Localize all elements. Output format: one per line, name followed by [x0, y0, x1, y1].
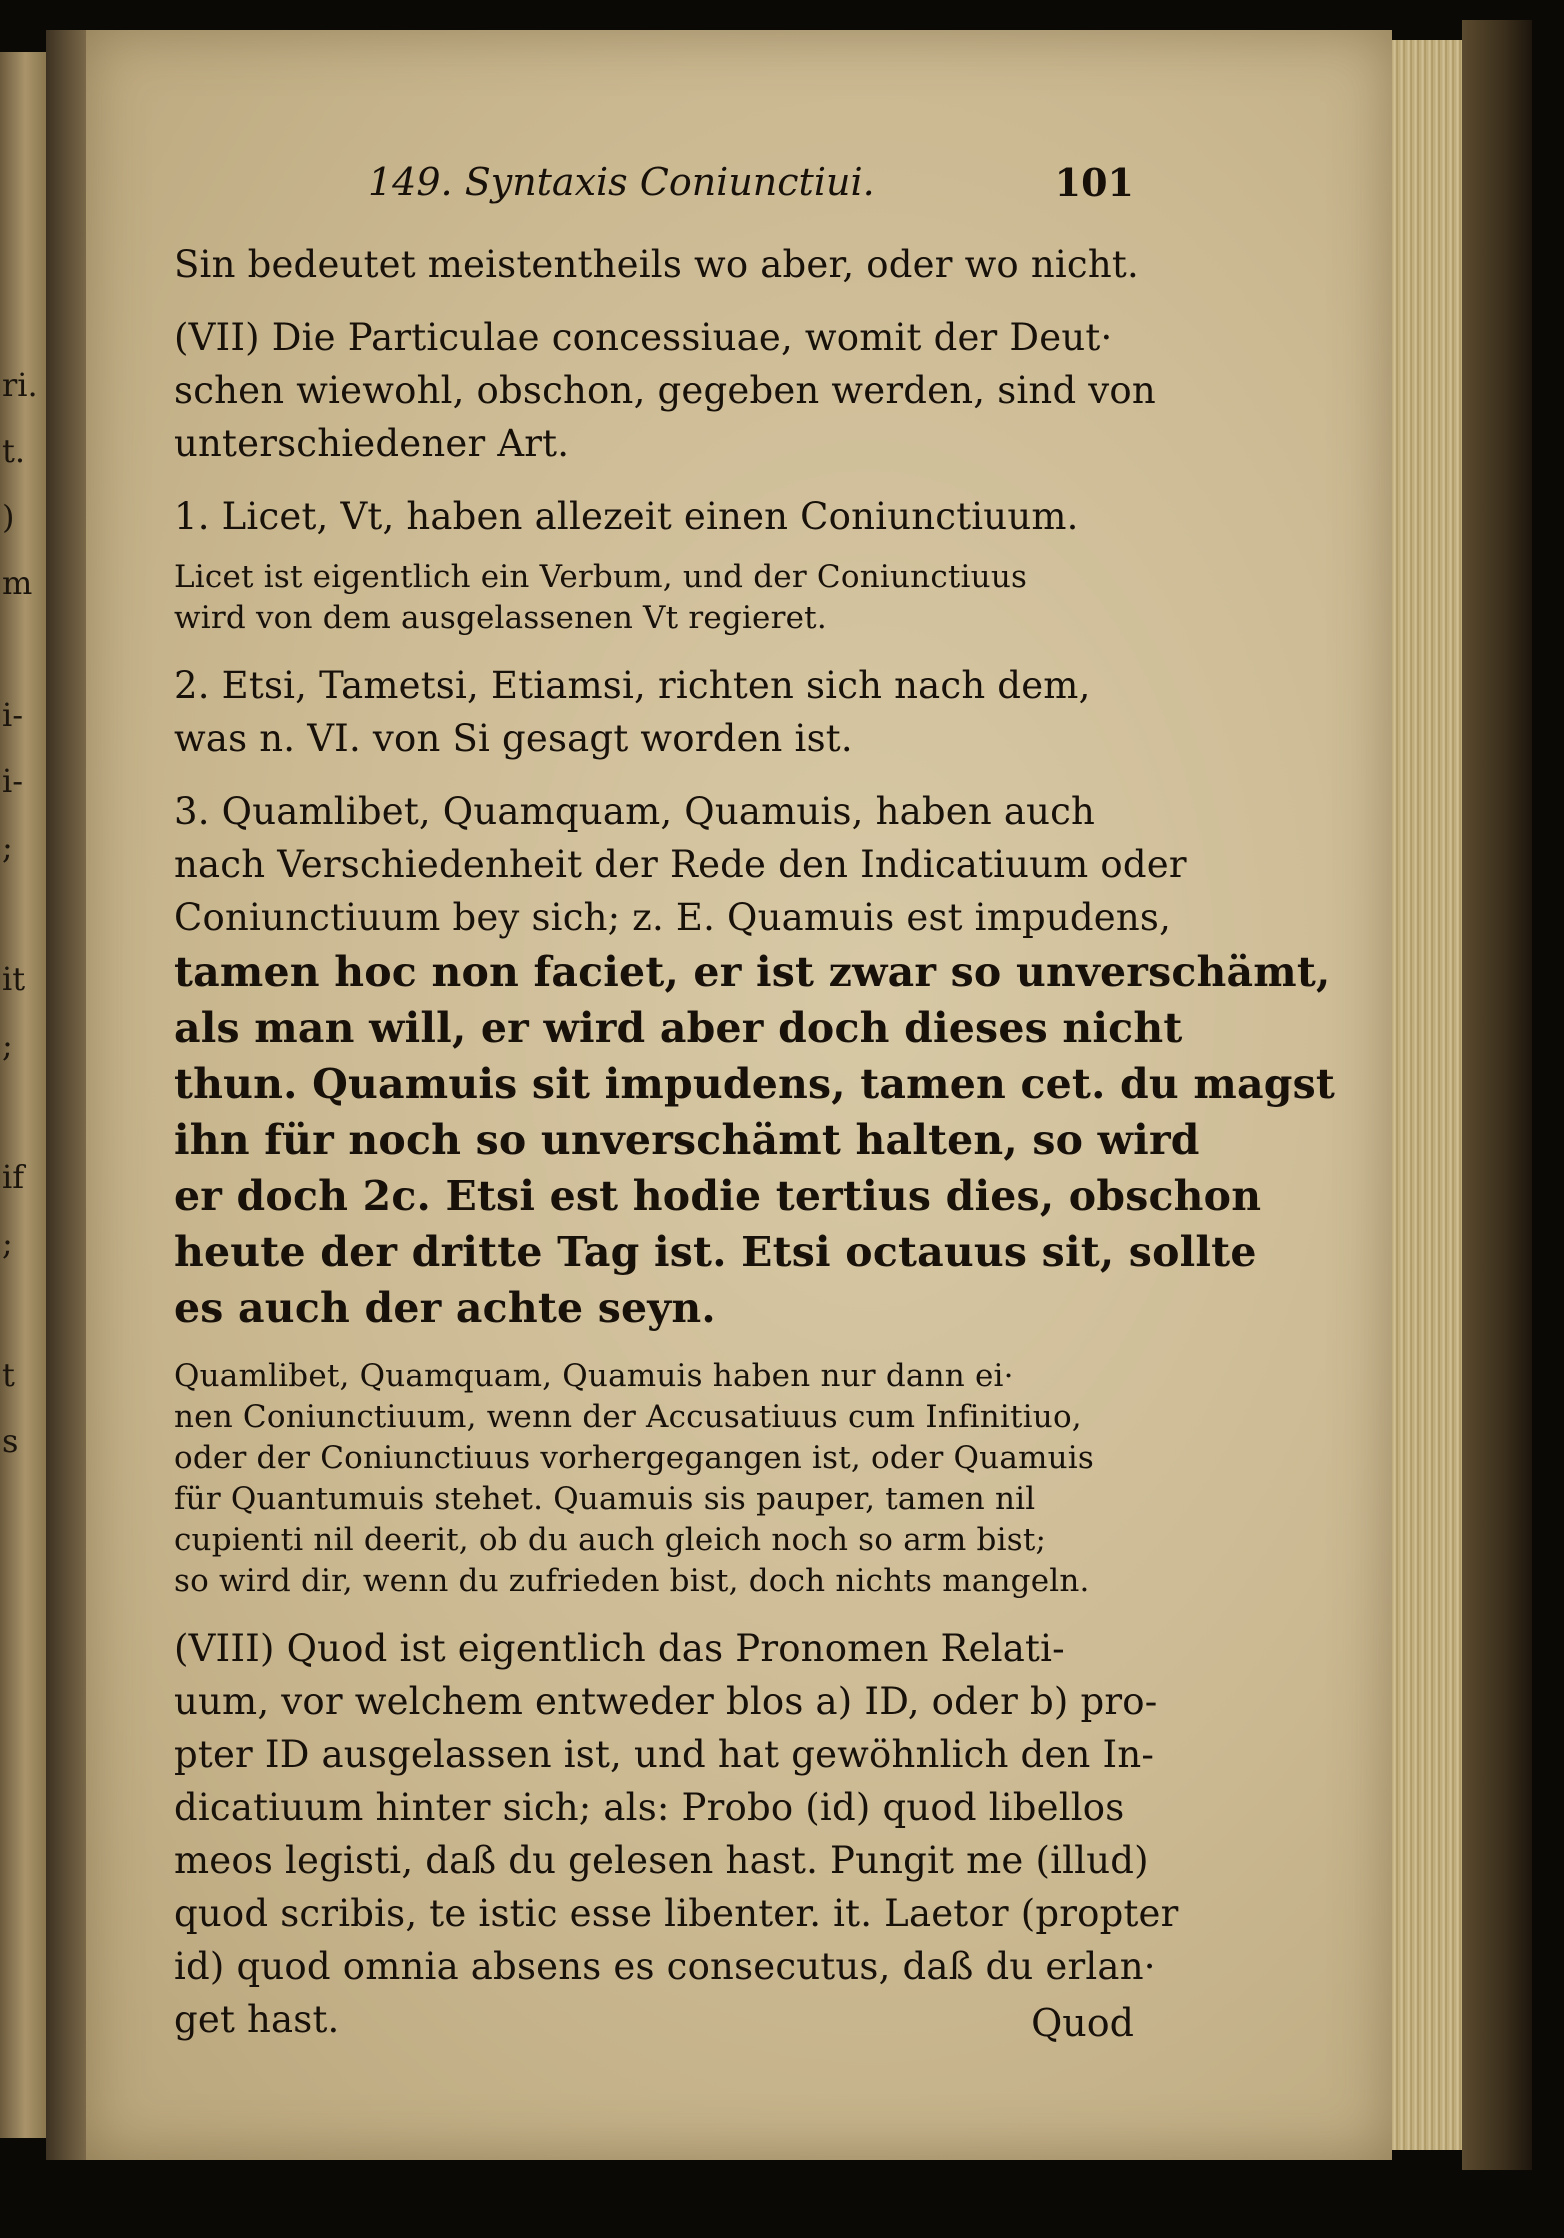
text-line: uum, vor welchem entweder blos a) ID, oder b) pro-: [174, 1680, 1158, 1723]
text-line: (VII) Die Particulae concessiuae, womit der Deut·: [174, 316, 1113, 359]
left-page-fragment: it: [2, 960, 26, 998]
page: [86, 30, 1392, 2160]
body-text: [174, 238, 1336, 2046]
text-line: Licet ist eigentlich ein Verbum, und der Coniunctiuus: [174, 559, 1028, 595]
catchword: Quod: [1031, 2001, 1134, 2045]
left-page-fragment: ri.: [2, 366, 38, 404]
text-line: meos legisti, daß du gelesen hast. Pungit me (illud): [174, 1839, 1149, 1882]
text-line: was n. VI. von Si gesagt worden ist.: [174, 717, 853, 760]
text-line: id) quod omnia absens es consecutus, daß du erlan·: [174, 1945, 1156, 1988]
left-page-fragment: t: [2, 1356, 15, 1394]
left-page-fragment: [2, 616, 42, 682]
left-page-fragment: s: [2, 1422, 19, 1460]
text-line: nach Verschiedenheit der Rede den Indicatiuum oder: [174, 843, 1187, 886]
left-page-fragment: ): [2, 498, 15, 536]
left-page-text-fragments: [2, 352, 42, 1474]
page-text: [174, 148, 1336, 2046]
left-page-edge: [0, 52, 46, 2138]
paragraph-gap: [174, 1602, 1134, 1622]
text-line: so wird dir, wenn du zufrieden bist, doch nichts mangeln.: [174, 1563, 1090, 1599]
text-line: 3. Quamlibet, Quamquam, Quamuis, haben auch: [174, 790, 1096, 833]
text-line: 1. Licet, Vt, haben allezeit einen Coniunctiuum.: [174, 495, 1079, 538]
text-line: quod scribis, te istic esse libenter. it. Laetor (propter: [174, 1892, 1179, 1935]
paragraph-gap: [174, 765, 1134, 785]
text-line: ihn für noch so unverschämt halten, so wird: [174, 1116, 1200, 1164]
text-line: als man will, er wird aber doch dieses nicht: [174, 1004, 1183, 1052]
left-page-fragment: ;: [2, 1026, 13, 1064]
text-line: wird von dem ausgelassenen Vt regieret.: [174, 600, 827, 636]
text-line: es auch der achte seyn.: [174, 1284, 716, 1332]
text-line: Quamlibet, Quamquam, Quamuis haben nur dann ei·: [174, 1358, 1014, 1394]
paragraph-gap: [174, 470, 1134, 490]
text-line: schen wiewohl, obschon, gegeben werden, sind von: [174, 369, 1156, 412]
book-cover: [1462, 20, 1532, 2170]
text-line: er doch 2c. Etsi est hodie tertius dies, obschon: [174, 1172, 1262, 1220]
page-stack-edge: [1392, 40, 1462, 2150]
left-page-fragment: [2, 1276, 42, 1342]
paragraph-gap: [174, 291, 1134, 311]
running-header: [174, 148, 1134, 238]
text-line: (VIII) Quod ist eigentlich das Pronomen Relati-: [174, 1627, 1065, 1670]
paragraph-gap: [174, 1336, 1134, 1356]
text-line: nen Coniunctiuum, wenn der Accusatiuus cum Infinitiuo,: [174, 1399, 1082, 1435]
left-page-fragment: ;: [2, 828, 13, 866]
text-line: pter ID ausgelassen ist, und hat gewöhnlich den In-: [174, 1733, 1155, 1776]
text-line: für Quantumuis stehet. Quamuis sis pauper, tamen nil: [174, 1481, 1036, 1517]
left-page-fragment: i-: [2, 696, 24, 734]
left-page-fragment: m: [2, 564, 33, 602]
left-page-fragment: [2, 1078, 42, 1144]
left-page-fragment: if: [2, 1158, 25, 1196]
text-line: tamen hoc non faciet, er ist zwar so unverschämt,: [174, 948, 1331, 996]
left-page-fragment: ;: [2, 1224, 13, 1262]
text-line: dicatiuum hinter sich; als: Probo (id) quod libellos: [174, 1786, 1125, 1829]
text-line: get hast.: [174, 1998, 340, 2041]
book-gutter: [46, 30, 86, 2160]
left-page-fragment: i-: [2, 762, 24, 800]
left-page-fragment: t.: [2, 432, 26, 470]
paragraph-gap: [174, 543, 1134, 557]
text-line: oder der Coniunctiuus vorhergegangen ist, oder Quamuis: [174, 1440, 1094, 1476]
text-line: heute der dritte Tag ist. Etsi octauus sit, sollte: [174, 1228, 1257, 1276]
paragraph-gap: [174, 639, 1134, 659]
text-line: 2. Etsi, Tametsi, Etiamsi, richten sich nach dem,: [174, 664, 1091, 707]
running-title: 149. Syntaxis Coniunctiui.: [368, 160, 875, 204]
left-page-fragment: [2, 880, 42, 946]
text-line: thun. Quamuis sit impudens, tamen cet. du magst: [174, 1060, 1336, 1108]
text-line: unterschiedener Art.: [174, 422, 570, 465]
text-line: Sin bedeutet meistentheils wo aber, oder wo nicht.: [174, 243, 1139, 286]
text-line: Coniunctiuum bey sich; z. E. Quamuis est impudens,: [174, 896, 1172, 939]
page-number: 101: [1054, 160, 1134, 205]
text-line: cupienti nil deerit, ob du auch gleich noch so arm bist;: [174, 1522, 1047, 1558]
